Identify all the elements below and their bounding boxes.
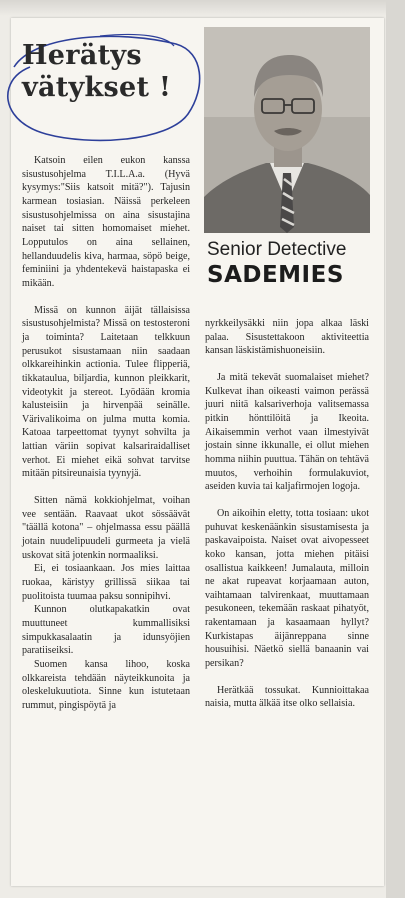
- headline-line-2: vätykset !: [22, 72, 172, 103]
- paragraph: Katsoin eilen eukon kanssa sisustusohjelma T.I.L.A.a. (Hyvä kysymys:"Siis katsoit mitä?"). Tajusin karmean tosiasian. Näissä perkeleen sisustusohjelmissa on aina sisustajina naiset tai sitten homomaiset miehet. Lopputulos on aina sellainen, hellanduudelis kiva, harmaa, söpö beige, feminiini ja yhdentekevä haistapaska ei mikään.: [22, 155, 190, 289]
- byline-role: Senior Detective: [207, 239, 347, 260]
- author-photo: [204, 27, 370, 233]
- paragraph: On aikoihin eletty, totta tosiaan: ukot puhuvat keskenäänkin sisustamisesta ja paskavaipoista. Naiset ovat aivopesseet koko kansan, jotta miehen pitäisi osallistua kaikkeen! Jumalauta, milloin ne akat rupeavat korjaamaan auton, vaihtamaan talvirenkaat, muuttamaan pesukoneen, tekemään raskaat pihatyöt, rakentamaan ja kasaamaan hyllyt? Kurkistapas äijänreppana sinne housuihisi. Näetkö siellä banaanin vai persikan?: [205, 507, 369, 670]
- article-column-2: [205, 317, 369, 724]
- adjacent-page-strip-top: [0, 0, 405, 16]
- paragraph: nyrkkeilysäkki niin jopa alkaa läski palaa. Sisustettakoon aktiviteettia kansan läskistämishuoneisiin.: [205, 318, 369, 357]
- headline: [22, 40, 182, 104]
- paragraph: Ei, ei tosiaankaan. Jos mies laittaa ruokaa, käristyy grillissä siikaa tai puolitoista tuumaa paksu sonnipihvi.: [22, 563, 190, 602]
- author-portrait-image: [204, 27, 370, 233]
- paragraph: Herätkää tossukat. Kunnioittakaa naisia, mutta älkää itse olko sellaisia.: [205, 684, 369, 710]
- byline-name: SADEMIES: [207, 262, 344, 288]
- paragraph: Kunnon olutkapakatkin ovat muuttuneet kummallisiksi simpukkasalaatin ja idunsyöjien paratiiseiksi.: [22, 604, 190, 657]
- paragraph: Ja mitä tekevät suomalaiset miehet? Kulkevat ihan oikeasti vaimon perässä juuri niitä kalsariverhoja valitsemassa pitkin hönttilöitä ja Ikeoita. Aikaisemmin verhot vaan ilmestyivät jostain sinne ikkunalle, ei ollut miehen homma niihin puuttua. Tähän on tehtävä muutos, verhoihin formulakuviot, aseiden kuvia tai kaljafirmojen logoja.: [205, 371, 369, 493]
- paragraph: Suomen kansa lihoo, koska olkkareista tehdään näyteikkunoita ja oleskelukuutiota. Sinne kun istutetaan rummut, pingispöytä ja: [22, 658, 190, 711]
- article-column-1: [22, 154, 190, 713]
- paragraph: Missä on kunnon äijät tällaisissa sisustusohjelmista? Missä on testosteroni ja toiminta? Laitetaan telkkuun perusukot sisustamaan niin saadaan olkkareihinkin actionia. Tulee flipperiä, tikkataulua, biljardia, kunnon pleikkarit, videotykit ja stereot. Lyödään kromia kalusteisiin ja hirvenpää seinälle. Värivalikoima on julma mutta komia. Katoaa tarpeettomat tyynyt sohvilta ja lattian väriin sopivat kalsariraidalliset verhot. Ei miehet eikä sohvat tarvitse mitään pitsireunaisia tyynyjä.: [22, 304, 190, 480]
- adjacent-page-strip-right: [386, 0, 405, 898]
- headline-line-1: Herätys: [22, 40, 142, 71]
- paragraph: Sitten nämä kokkiohjelmat, voihan vee sentään. Raavaat ukot sössäävät "täällä kotona" – ohjelmassa essu päällä jotain nuudelipuudeli gurmeeta ja vielä uskovat sitä jotenkin normaaliksi.: [22, 495, 190, 561]
